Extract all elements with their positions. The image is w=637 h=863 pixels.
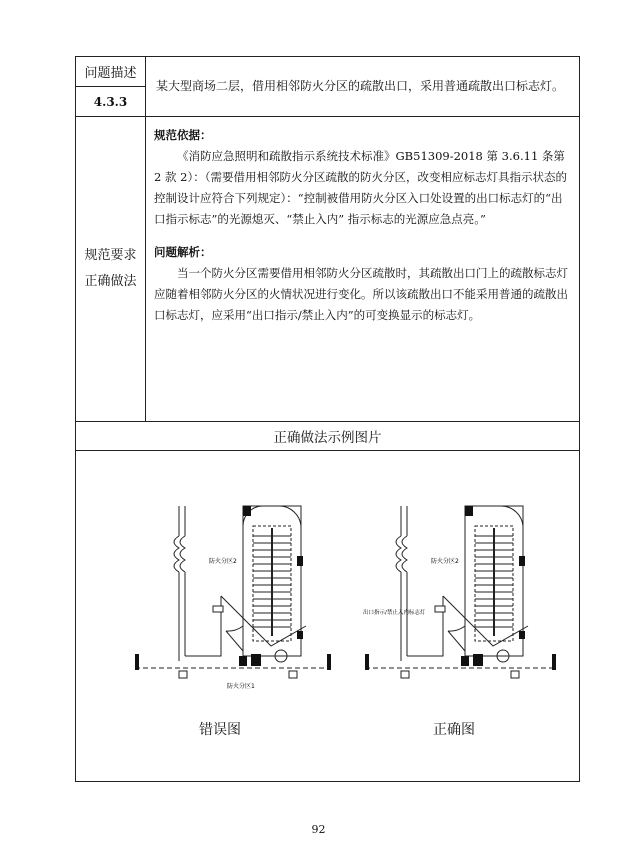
- figure-cell: [76, 451, 580, 782]
- requirement-content: [146, 117, 580, 422]
- basis-heading: 规范依据：: [154, 128, 212, 142]
- requirement-label-line1: 规范要求: [84, 248, 137, 263]
- exit-sign-lamp: [213, 606, 223, 612]
- wrong-zone1-label: 防火分区1: [227, 683, 255, 690]
- lamp-bottom-left: [179, 671, 187, 678]
- right-door-arc-top: [501, 506, 523, 526]
- right-door-arc-left: [448, 626, 465, 651]
- requirement-label: [76, 117, 146, 422]
- wrong-floorplan-drawing: [131, 496, 371, 696]
- example-title: 正确做法示例图片: [76, 422, 580, 451]
- analysis-text: 当一个防火分区需要借用相邻防火分区疏散时，其疏散出口门上的疏散标志灯应随着相邻防火分区的火情状况进行变化。所以该疏散出口不能采用普通的疏散出口标志灯，应采用“出口指示/禁止入内”的可变换显示的标志灯。: [154, 266, 568, 322]
- inner-wall: [185, 596, 221, 656]
- evacuation-route: [221, 596, 306, 646]
- right-left-wall: [396, 506, 407, 661]
- basis-text: 《消防应急照明和疏散指示系统技术标准》GB51309-2018 第 3.6.11 条第 2 款 2）：（需要借用相邻防火分区疏散的防火分区，改变相应标志灯具指示状态的控制设计应符合下列规定）：“控制被借用防火分区入口处设置的出口标志灯的“出口指示标志”的光源熄灭、“禁止入内” 指示标志的光源应急点亮。”: [154, 149, 567, 226]
- problem-label: 问题描述: [76, 57, 146, 87]
- wrong-zone2-label: 防火分区2: [209, 558, 237, 565]
- spec-table: [75, 56, 580, 782]
- wall-columns: [135, 506, 331, 670]
- door-arc-top: [279, 506, 301, 526]
- right-floorplan-drawing: [361, 496, 581, 696]
- lamp-bottom-right: [289, 671, 297, 678]
- item-code: 4.3.3: [76, 87, 146, 117]
- page-number: 92: [311, 823, 326, 836]
- wrong-caption: 错误图: [199, 722, 241, 738]
- sign-lamp-label: 出口指示/禁止入内标志灯: [363, 610, 426, 616]
- right-zone2-label: 防火分区2: [431, 558, 459, 565]
- requirement-label-line2: 正确做法: [84, 274, 137, 289]
- analysis-heading: 问题解析：: [154, 245, 212, 259]
- right-inner-wall: [407, 596, 443, 656]
- right-lamp-bottom-right: [511, 671, 519, 678]
- problem-text: 某大型商场二层，借用相邻防火分区的疏散出口，采用普通疏散出口标志灯。: [146, 57, 580, 117]
- right-exit-sign-lamp: [435, 606, 445, 612]
- right-caption: 正确图: [433, 722, 475, 738]
- right-lamp-bottom-left: [401, 671, 409, 678]
- door-arc-left: [226, 626, 243, 651]
- left-wall: [174, 506, 185, 661]
- right-evacuation-route: [443, 596, 528, 646]
